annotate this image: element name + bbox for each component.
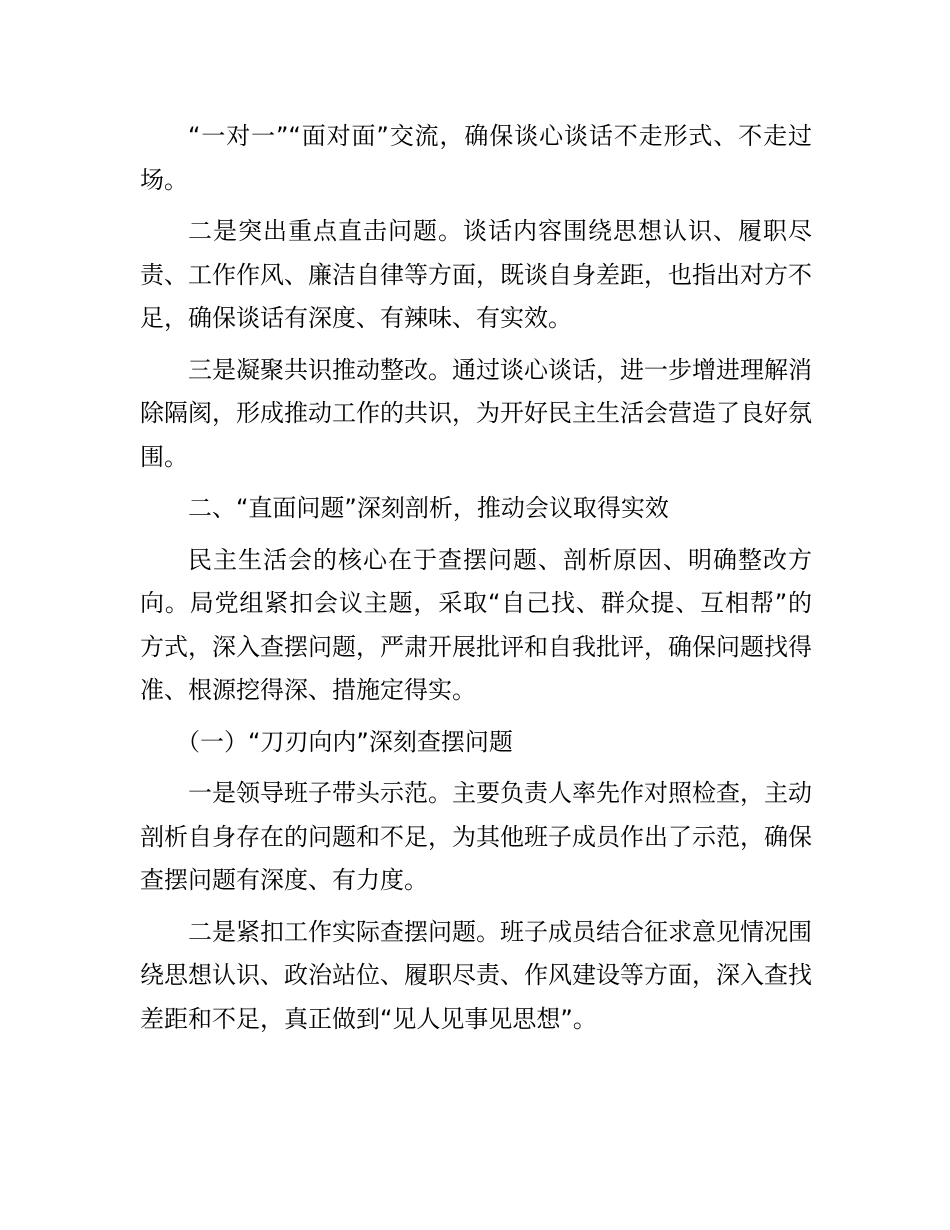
paragraph-section-intro: 民主生活会的核心在于查摆问题、剖析原因、明确整改方向。局党组紧扣会议主题，采取“自己找、群众提、互相帮”的方式，深入查摆问题，严肃开展批评和自我批评，确保问题找得准、根源挖得深、措施定得实。 — [140, 545, 812, 704]
paragraph-point-three: 三是凝聚共识推动整改。通过谈心谈话，进一步增进理解消除隔阂，形成推动工作的共识，为开好民主生活会营造了良好氛围。 — [140, 355, 812, 471]
paragraph-subpoint-two: 二是紧扣工作实际查摆问题。班子成员结合征求意见情况围绕思想认识、政治站位、履职尽责、作风建设等方面，深入查找差距和不足，真正做到“见人见事见思想”。 — [140, 917, 812, 1033]
paragraph-continuation: “一对一”“面对面”交流，确保谈心谈话不走形式、不走过场。 — [140, 122, 812, 194]
section-heading: 二、“直面问题”深刻剖析，推动会议取得实效 — [188, 494, 669, 522]
subsection-heading: （一）“刀刃向内”深刻查摆问题 — [176, 727, 513, 756]
paragraph-subpoint-one: 一是领导班子带头示范。主要负责人率先作对照检查，主动剖析自身存在的问题和不足，为其他班子成员作出了示范，确保查摆问题有深度、有力度。 — [140, 779, 812, 894]
paragraph-point-two: 二是突出重点直击问题。谈话内容围绕思想认识、履职尽责、工作作风、廉洁自律等方面，既谈自身差距，也指出对方不足，确保谈话有深度、有辣味、有实效。 — [140, 217, 812, 332]
document-body — [140, 115, 812, 1049]
